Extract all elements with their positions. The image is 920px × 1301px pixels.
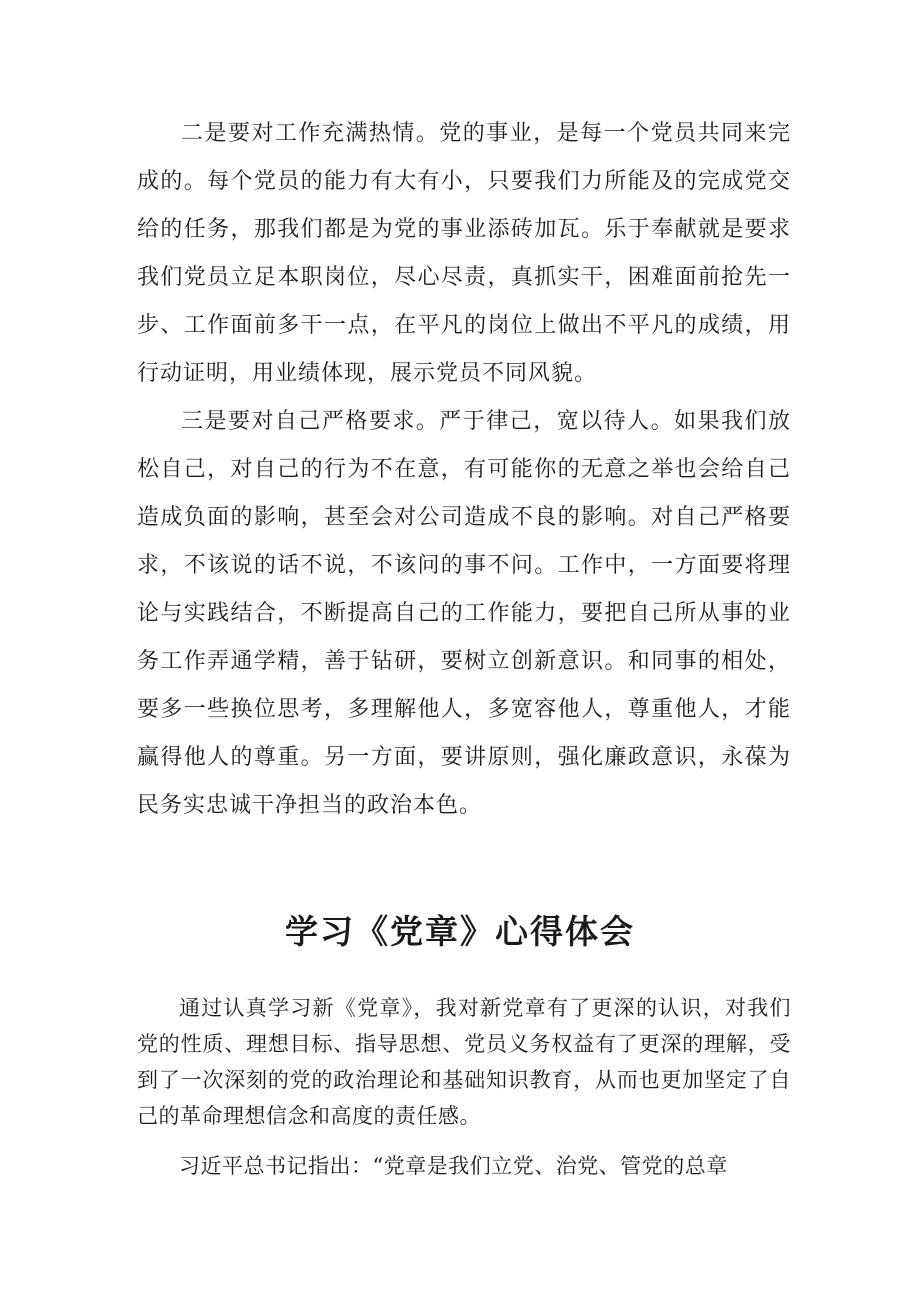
paragraph-self-discipline: 三是要对自己严格要求。严于律己，宽以待人。如果我们放松自己，对自己的行为不在意，有可能你的无意之举也会给自己造成负面的影响，甚至会对公司造成不良的影响。对自己严格要求，不该说的话不说，不该问的事不问。工作中，一方面要将理论与实践结合，不断提高自己的工作能力，要把自己所从事的业务工作弄通学精，善于钻研，要树立创新意识。和同事的相处，要多一些换位思考，多理解他人，多宽容他人，尊重他人，才能赢得他人的尊重。另一方面，要讲原则，强化廉政意识，永葆为民务实忠诚干净担当的政治本色。 <box>137 409 791 818</box>
paragraph-passion: 二是要对工作充满热情。党的事业，是每一个党员共同来完成的。每个党员的能力有大有小，只要我们力所能及的完成党交给的任务，那我们都是为党的事业添砖加瓦。乐于奉献就是要求我们党员立足本职岗位，尽心尽责，真抓实干，困难面前抢先一步、工作面前多干一点，在平凡的岗位上做出不平凡的成绩，用行动证明，用业绩体现，展示党员不同风貌。 <box>137 121 791 386</box>
body-text-section-one <box>137 110 791 830</box>
paragraph-intro: 通过认真学习新《党章》，我对新党章有了更深的认识，对我们党的性质、理想目标、指导思想、党员义务权益有了更深的理解，受到了一次深刻的党的政治理论和基础知识教育，从而也更加坚定了自己的革命理想信念和高度的责任感。 <box>137 996 791 1128</box>
paragraph-quote: 习近平总书记指出：“党章是我们立党、治党、管党的总章 <box>179 1154 728 1178</box>
body-text-section-two <box>137 990 791 1198</box>
section-title: 学习《党章》心得体会 <box>285 912 635 952</box>
